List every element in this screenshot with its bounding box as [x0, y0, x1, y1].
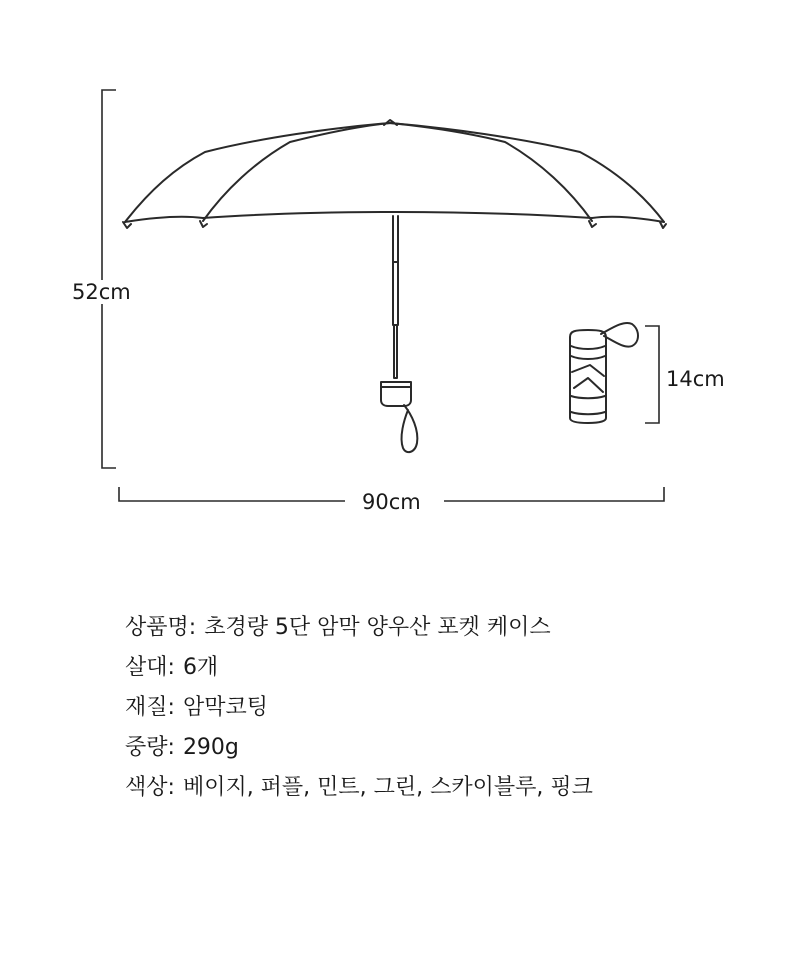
folded-dimension-label: 14cm: [666, 367, 725, 391]
width-dimension-label: 90cm: [362, 490, 421, 514]
spec-key: 색상: [125, 775, 168, 800]
spec-value: 암막코팅: [182, 695, 268, 720]
height-dimension-bracket: [102, 90, 116, 468]
spec-value: 6개: [182, 655, 219, 680]
spec-row-weight: [125, 728, 765, 768]
spec-separator: :: [188, 615, 197, 640]
height-dimension-label: 52cm: [72, 280, 131, 304]
spec-separator: :: [167, 775, 175, 800]
spec-row-ribs: [125, 648, 765, 688]
spec-value: 베이지, 퍼플, 민트, 그린, 스카이블루, 핑크: [182, 775, 593, 800]
spec-separator: :: [167, 735, 175, 760]
folded-umbrella-icon: [570, 323, 638, 423]
spec-separator: :: [167, 655, 175, 680]
spec-row-product-name: [125, 608, 765, 648]
spec-value: 초경량 5단 암막 양우산 포켓 케이스: [204, 615, 551, 640]
spec-row-material: [125, 688, 765, 728]
spec-key: 중량: [125, 735, 168, 760]
spec-key: 살대: [125, 655, 168, 680]
spec-separator: :: [167, 695, 175, 720]
folded-dimension-bracket: [645, 326, 659, 423]
spec-value: 290g: [182, 735, 239, 760]
product-spec-list: [125, 608, 765, 808]
spec-key: 상품명: [125, 615, 189, 640]
spec-key: 재질: [125, 695, 168, 720]
spec-row-colors: [125, 768, 765, 808]
open-umbrella-icon: [123, 120, 666, 452]
